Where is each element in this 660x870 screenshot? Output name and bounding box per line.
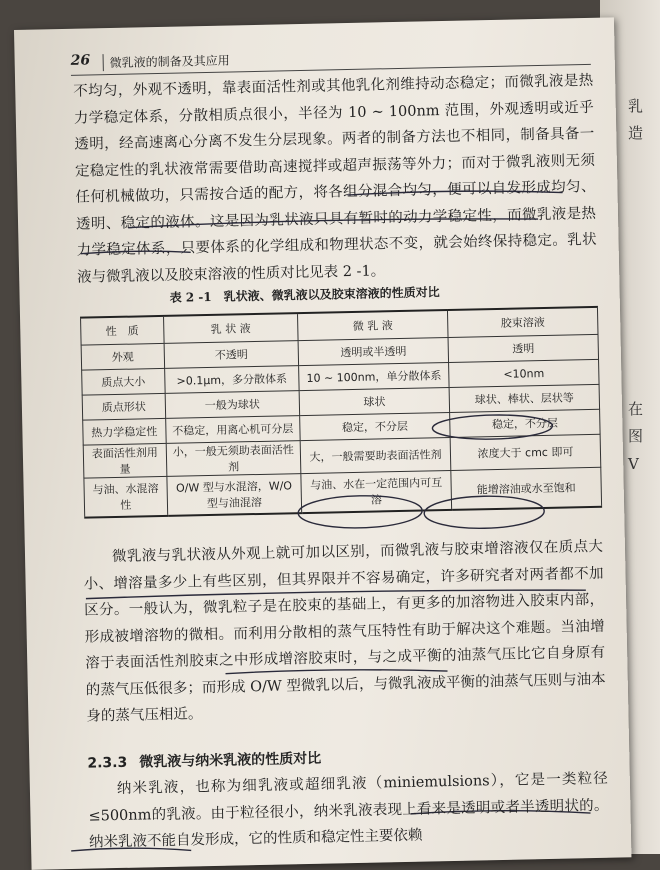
section-number: 2.3.3 bbox=[87, 754, 128, 772]
table-cell: >0.1μm，多分散体系 bbox=[164, 366, 299, 394]
table-cell: 外观 bbox=[81, 343, 164, 370]
table-cell: 表面活性剂用量 bbox=[83, 443, 166, 478]
table-cell: 透明 bbox=[448, 334, 598, 362]
section-title: 微乳液与纳米乳液的性质对比 bbox=[139, 750, 322, 771]
table-cell: 球状 bbox=[299, 387, 449, 415]
adjacent-page-char: 在 bbox=[628, 400, 644, 418]
body-paragraph: 微乳液与乳状液从外观上就可加以区别，而微乳液与胶束增溶液仅在质点大小、增溶量多少上有些区别，但其界限并不容易确定，许多研究者对两者都不加区分。一般认为，微乳粒子是在胶束的基础上，有更多的加溶物进入胶束内部，形成被增溶物的微相。而利用分散相的蒸气压特性有助于解决这个难题。当油增溶于表面活性剂胶束之中形成增溶胶束时，与之成平衡的油蒸气压比它自身原有的蒸气压低很多；而形成 O/W 型微乳以后，与微乳液成平衡的油蒸气压则与油本身的蒸气压相近。 bbox=[83, 538, 606, 725]
table-caption: 表 2 -1 乳状液、微乳液以及胶束溶液的性质对比 bbox=[169, 285, 440, 305]
column-header: 乳 状 液 bbox=[163, 313, 298, 343]
page-number: 26 bbox=[70, 52, 91, 69]
table-cell: 质点形状 bbox=[82, 393, 165, 420]
column-header: 微 乳 液 bbox=[298, 310, 448, 341]
column-header: 性 质 bbox=[81, 316, 164, 345]
column-header: 胶束溶液 bbox=[448, 307, 598, 338]
adjacent-page-char: 造 bbox=[628, 124, 644, 142]
table-cell: 稳定，不分层 bbox=[300, 412, 450, 440]
table-cell: 球状、棒状、层状等 bbox=[449, 384, 599, 412]
table-cell: 大，一般需要助表面活性剂 bbox=[300, 437, 451, 473]
table-cell: 一般为球状 bbox=[165, 391, 300, 419]
adjacent-page-char: 图 bbox=[628, 427, 644, 445]
comparison-table bbox=[80, 306, 602, 519]
book-page bbox=[14, 17, 631, 869]
table-cell: 浓度大于 cmc 即可 bbox=[450, 434, 601, 470]
body-paragraph: 纳米乳液，也称为细乳液或超细乳液（miniemulsions），它是一类粒径≤500nm的乳液。由于粒径很小，纳米乳液表现上看来是透明或者半透明状的。纳米乳液不能自发形成，它的性质和稳定性主要依赖 bbox=[88, 770, 609, 851]
running-title: 微乳液的制备及其应用 bbox=[103, 51, 230, 71]
table-cell: 不稳定，用离心机可分层 bbox=[165, 416, 300, 444]
table-cell: 与油、水在一定范围内可互溶 bbox=[301, 470, 452, 513]
table-cell: 热力学稳定性 bbox=[83, 418, 166, 445]
adjacent-page-char: V bbox=[628, 455, 639, 473]
adjacent-page-char: 乳 bbox=[628, 97, 644, 115]
table-cell: 小，一般无须助表面活性剂 bbox=[166, 441, 301, 477]
table-cell: 质点大小 bbox=[82, 368, 165, 395]
table-cell: 与油、水混溶性 bbox=[84, 476, 168, 517]
table-cell: 能增溶油或水至饱和 bbox=[451, 467, 602, 510]
table-cell: 10 ~ 100nm，单分散体系 bbox=[299, 362, 449, 390]
section-heading bbox=[87, 748, 321, 773]
table-cell: <10nm bbox=[449, 359, 599, 387]
table-cell: 不透明 bbox=[164, 341, 299, 369]
table-cell: 稳定，不分层 bbox=[450, 409, 600, 437]
body-paragraph: 不均匀，外观不透明，靠表面活性剂或其他乳化剂维持动态稳定；而微乳液是热力学稳定体系，分散相质点很小，半径为 10 ~ 100nm 范围，外观透明或近乎透明，经高速离心分离不发生分层现象。两者的制备方法也不相同，制备具备一定稳定性的乳状液常需要借助高速搅拌或超声振荡等外力；而对于微乳液则无须任何机械做功，只需按合适的配方，将各组分混合均匀，便可以自发形成均匀、透明、稳定的液体。这是因为乳状液只具有暂时的动力学稳定性，而微乳液是热力学稳定体系，只要体系的化学组成和物理状态不变，就会始终保持稳定。乳状液与微乳液以及胶束溶液的性质对比见表 2 -1。 bbox=[73, 72, 597, 286]
table-cell: O/W 型与水混溶，W/O 型与油混溶 bbox=[167, 474, 302, 516]
table-cell: 透明或半透明 bbox=[298, 337, 448, 365]
